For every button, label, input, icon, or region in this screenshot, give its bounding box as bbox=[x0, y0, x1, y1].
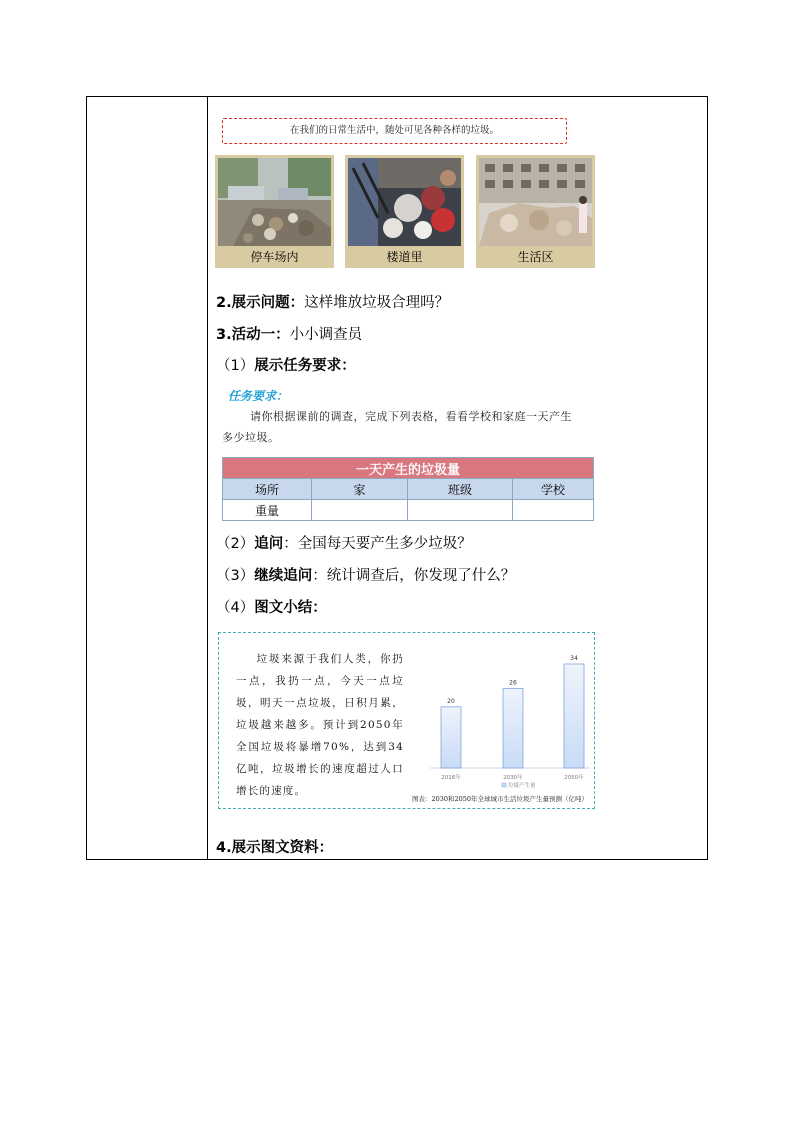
table-cell bbox=[312, 500, 408, 521]
summary-text bbox=[236, 648, 404, 802]
section-number: 3. bbox=[216, 327, 232, 343]
photo-caption: 楼道里 bbox=[386, 250, 423, 264]
table-header: 班级 bbox=[408, 479, 513, 500]
data-label: 20 bbox=[447, 697, 455, 705]
section-number: 2. bbox=[216, 295, 232, 311]
sub-2-heading bbox=[216, 532, 472, 553]
tick-label: 2030年 bbox=[503, 775, 523, 781]
section-label: 展示图文资料： bbox=[231, 840, 334, 856]
section-3-heading bbox=[216, 323, 362, 344]
column-divider bbox=[207, 96, 208, 860]
garbage-survey-table bbox=[222, 457, 594, 521]
sub-label: 展示任务要求： bbox=[254, 358, 356, 374]
photo-caption: 停车场内 bbox=[250, 250, 299, 264]
sub-1-heading bbox=[216, 354, 356, 375]
table-header: 家 bbox=[312, 479, 408, 500]
data-label: 34 bbox=[570, 655, 578, 662]
photo-card-residential bbox=[476, 155, 595, 268]
table-title: 一天产生的垃圾量 bbox=[223, 458, 594, 479]
section-number: 4. bbox=[216, 840, 232, 856]
chart-bar bbox=[441, 707, 461, 768]
garbage-corridor-photo bbox=[348, 158, 461, 246]
table-header: 学校 bbox=[513, 479, 594, 500]
section-text: 这样堆放垃圾合理吗？ bbox=[304, 295, 450, 311]
section-2-heading bbox=[216, 291, 449, 312]
chart-bar bbox=[564, 664, 584, 768]
sub-prefix: （3） bbox=[216, 568, 255, 584]
garbage-forecast-chart bbox=[410, 640, 592, 806]
section-text: 小小调查员 bbox=[289, 327, 363, 343]
table-cell bbox=[513, 500, 594, 521]
sub-label: 继续追问 bbox=[254, 568, 313, 584]
sub-text: ：统计调查后，你发现了什么？ bbox=[312, 568, 516, 584]
photo-caption: 生活区 bbox=[517, 250, 554, 264]
chart-bar bbox=[503, 688, 523, 768]
sub-prefix: （4） bbox=[216, 600, 255, 616]
photo-card-parking bbox=[215, 155, 334, 268]
garbage-residential-photo bbox=[479, 158, 592, 246]
sub-label: 图文小结： bbox=[254, 600, 327, 616]
task-title: 任务要求： bbox=[228, 389, 289, 403]
photo-card-corridor bbox=[345, 155, 464, 268]
sub-text: ：全国每天要产生多少垃圾？ bbox=[283, 536, 472, 552]
intro-callout: 在我们的日常生活中，随处可见各种各样的垃圾。 bbox=[222, 118, 567, 144]
section-label: 活动一： bbox=[231, 327, 290, 343]
sub-prefix: （1） bbox=[216, 358, 255, 374]
legend-label: 垃圾产生量 bbox=[508, 783, 536, 789]
tick-label: 2050年 bbox=[564, 775, 584, 781]
section-4-heading bbox=[216, 836, 333, 857]
tick-label: 2016年 bbox=[441, 775, 461, 781]
sub-prefix: （2） bbox=[216, 536, 255, 552]
table-row-label: 重量 bbox=[223, 500, 312, 521]
sub-3-heading bbox=[216, 564, 515, 585]
garbage-parking-lot-photo bbox=[218, 158, 331, 246]
task-text bbox=[222, 406, 582, 448]
table-header: 场所 bbox=[223, 479, 312, 500]
sub-label: 追问 bbox=[254, 536, 284, 552]
data-label: 26 bbox=[509, 679, 517, 687]
legend-swatch bbox=[502, 783, 506, 787]
section-label: 展示问题： bbox=[231, 295, 305, 311]
sub-4-heading bbox=[216, 596, 327, 617]
task-body: 请你根据课前的调查，完成下列表格，看看学校和家庭一天产生多少垃圾。 bbox=[222, 410, 572, 444]
summary-body: 垃圾来源于我们人类，你扔一点，我扔一点，今天一点垃圾，明天一点垃圾，日积月累，垃圾越来越多。预计到2050年全国垃圾将暴增70%，达到34亿吨，垃圾增长的速度超过人口增长的速度。 bbox=[236, 653, 404, 797]
chart-caption: 图表：2030和2050年全球城市生活垃圾产生量预测（亿吨） bbox=[411, 795, 589, 803]
table-cell bbox=[408, 500, 513, 521]
